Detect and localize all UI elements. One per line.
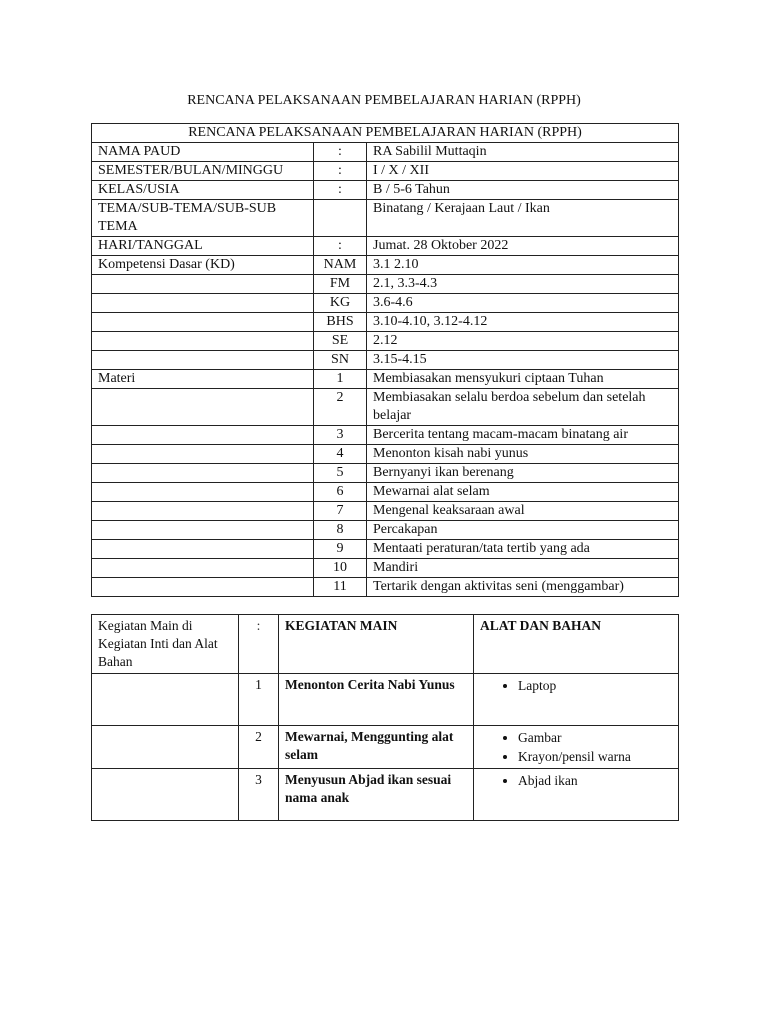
empty-cell	[92, 540, 314, 559]
kd-row	[92, 332, 679, 351]
kd-code: KG	[314, 294, 367, 313]
materi-row	[92, 370, 679, 389]
materi-text: Percakapan	[367, 521, 679, 540]
materi-text: Mengenal keaksaraan awal	[367, 502, 679, 521]
kegiatan-row	[92, 769, 679, 821]
empty-cell	[92, 559, 314, 578]
kd-value: 3.1 2.10	[367, 256, 679, 275]
kd-value: 3.10-4.10, 3.12-4.12	[367, 313, 679, 332]
info-label: HARI/TANGGAL	[92, 237, 314, 256]
info-value: Binatang / Kerajaan Laut / Ikan	[367, 200, 679, 237]
row-number: 3	[239, 769, 279, 821]
kd-code: BHS	[314, 313, 367, 332]
materi-number: 5	[314, 464, 367, 483]
empty-cell	[92, 483, 314, 502]
kd-code: SN	[314, 351, 367, 370]
empty-cell	[92, 275, 314, 294]
materi-text: Mentaati peraturan/tata tertib yang ada	[367, 540, 679, 559]
row-number: 2	[239, 726, 279, 769]
materi-number: 7	[314, 502, 367, 521]
materi-number: 9	[314, 540, 367, 559]
column-header-alat: ALAT DAN BAHAN	[474, 615, 679, 674]
materi-text: Bernyanyi ikan berenang	[367, 464, 679, 483]
info-label: SEMESTER/BULAN/MINGGU	[92, 162, 314, 181]
materi-text: Tertarik dengan aktivitas seni (menggambar)	[367, 578, 679, 597]
materi-row	[92, 559, 679, 578]
info-row	[92, 181, 679, 200]
separator: :	[314, 162, 367, 181]
materi-number: 6	[314, 483, 367, 502]
empty-cell	[92, 389, 314, 426]
materi-text: Mewarnai alat selam	[367, 483, 679, 502]
kd-code: SE	[314, 332, 367, 351]
empty-cell	[92, 351, 314, 370]
empty-cell	[92, 294, 314, 313]
empty-cell	[92, 445, 314, 464]
kegiatan-text: Menyusun Abjad ikan sesuai nama anak	[279, 769, 474, 821]
info-value: B / 5-6 Tahun	[367, 181, 679, 200]
materi-row	[92, 426, 679, 445]
empty-cell	[92, 332, 314, 351]
kd-code: NAM	[314, 256, 367, 275]
info-value: RA Sabilil Muttaqin	[367, 143, 679, 162]
alat-list-cell	[474, 769, 679, 821]
materi-number: 11	[314, 578, 367, 597]
empty-cell	[92, 313, 314, 332]
separator: :	[314, 237, 367, 256]
kegiatan-row	[92, 726, 679, 769]
info-value: Jumat. 28 Oktober 2022	[367, 237, 679, 256]
separator: :	[314, 181, 367, 200]
materi-label: Materi	[92, 370, 314, 389]
kd-row	[92, 275, 679, 294]
separator: :	[314, 143, 367, 162]
empty-cell	[92, 464, 314, 483]
empty-cell	[92, 769, 239, 821]
materi-text: Membiasakan mensyukuri ciptaan Tuhan	[367, 370, 679, 389]
info-row	[92, 143, 679, 162]
kegiatan-label: Kegiatan Main di Kegiatan Inti dan Alat Bahan	[92, 615, 239, 674]
info-row	[92, 237, 679, 256]
separator: :	[239, 615, 279, 674]
materi-number: 4	[314, 445, 367, 464]
kd-value: 2.1, 3.3-4.3	[367, 275, 679, 294]
materi-text: Membiasakan selalu berdoa sebelum dan setelah belajar	[367, 389, 679, 426]
kd-code: FM	[314, 275, 367, 294]
materi-number: 8	[314, 521, 367, 540]
info-label: NAMA PAUD	[92, 143, 314, 162]
kd-row	[92, 256, 679, 275]
kd-row	[92, 351, 679, 370]
materi-number: 1	[314, 370, 367, 389]
alat-list	[480, 676, 672, 695]
info-row	[92, 162, 679, 181]
kegiatan-text: Menonton Cerita Nabi Yunus	[279, 674, 474, 726]
info-label: TEMA/SUB-TEMA/SUB-SUB TEMA	[92, 200, 314, 237]
materi-number: 10	[314, 559, 367, 578]
alat-list-cell	[474, 726, 679, 769]
kd-row	[92, 294, 679, 313]
info-row	[92, 200, 679, 237]
alat-list-cell	[474, 674, 679, 726]
kegiatan-row	[92, 674, 679, 726]
info-value: I / X / XII	[367, 162, 679, 181]
materi-row	[92, 389, 679, 426]
table-header-row	[92, 615, 679, 674]
kegiatan-text: Mewarnai, Menggunting alat selam	[279, 726, 474, 769]
table-header-row	[92, 124, 679, 143]
materi-number: 3	[314, 426, 367, 445]
materi-text: Mandiri	[367, 559, 679, 578]
kd-row	[92, 313, 679, 332]
alat-list	[480, 771, 672, 790]
materi-row	[92, 464, 679, 483]
rpph-info-table	[91, 123, 679, 597]
materi-row	[92, 483, 679, 502]
empty-cell	[92, 521, 314, 540]
alat-item: • Abjad ikan	[518, 771, 672, 790]
column-header-kegiatan: KEGIATAN MAIN	[279, 615, 474, 674]
materi-text: Menonton kisah nabi yunus	[367, 445, 679, 464]
materi-row	[92, 502, 679, 521]
materi-text: Bercerita tentang macam-macam binatang air	[367, 426, 679, 445]
info-label: KELAS/USIA	[92, 181, 314, 200]
empty-cell	[92, 426, 314, 445]
materi-row	[92, 521, 679, 540]
empty-cell	[92, 726, 239, 769]
kegiatan-main-table	[91, 614, 679, 821]
kd-value: 2.12	[367, 332, 679, 351]
alat-list	[480, 728, 672, 766]
materi-row	[92, 578, 679, 597]
alat-item: • Laptop	[518, 676, 672, 695]
document-title: RENCANA PELAKSANAAN PEMBELAJARAN HARIAN (RPPH)	[187, 93, 581, 108]
kd-value: 3.6-4.6	[367, 294, 679, 313]
alat-item: • Krayon/pensil warna	[518, 747, 672, 766]
materi-number: 2	[314, 389, 367, 426]
kd-label: Kompetensi Dasar (KD)	[92, 256, 314, 275]
table-header: RENCANA PELAKSANAAN PEMBELAJARAN HARIAN (RPPH)	[92, 124, 679, 143]
materi-row	[92, 445, 679, 464]
separator	[314, 200, 367, 237]
empty-cell	[92, 502, 314, 521]
kd-value: 3.15-4.15	[367, 351, 679, 370]
materi-row	[92, 540, 679, 559]
alat-item: • Gambar	[518, 728, 672, 747]
row-number: 1	[239, 674, 279, 726]
empty-cell	[92, 578, 314, 597]
empty-cell	[92, 674, 239, 726]
